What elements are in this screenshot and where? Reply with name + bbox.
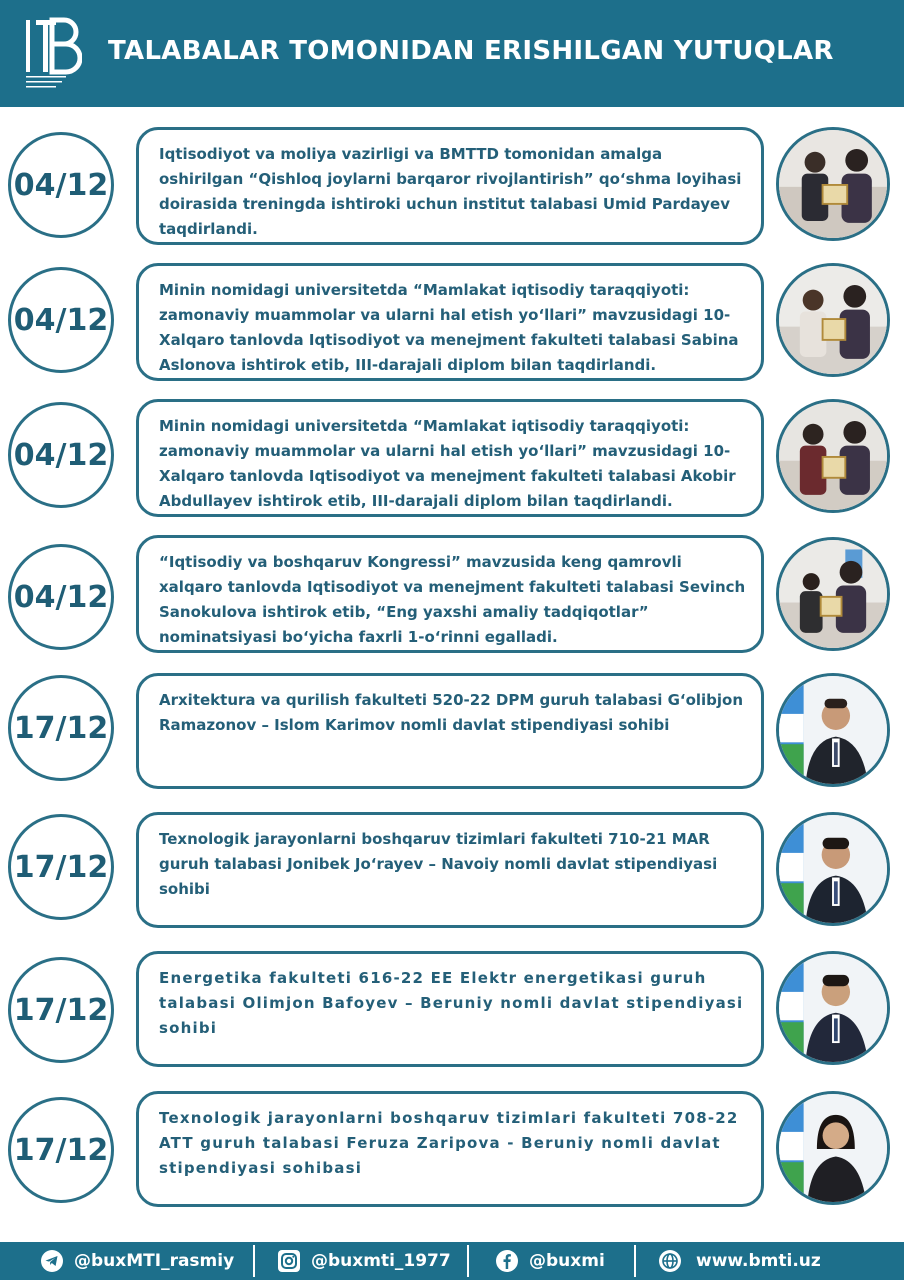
achievement-card [136,263,764,381]
date-label: 04/12 [13,167,109,203]
achievement-text: Minin nomidagi universitetda “Mamlakat iqtisodiy taraqqiyoti: zamonaviy muammolar va ularni hal etish yo‘llari” mavzusidagi 10-Xalqaro tanlovda Iqtisodiyot va menejment fakulteti talabasi Akobir Abdullayev ishtirok etib, III-darajali diplom bilan taqdirlandi. [159,417,736,510]
achievement-text: Texnologik jarayonlarni boshqaruv tizimlari fakulteti 710-21 MAR guruh talabasi Jonibek Jo‘rayev – Navoiy nomli davlat stipendiyasi sohibi [159,830,718,898]
date-badge [8,402,114,508]
date-label: 17/12 [13,710,109,746]
date-badge [8,132,114,238]
achievement-text: Energetika fakulteti 616-22 EE Elektr energetikasi guruh talabasi Olimjon Bafoyev – Beruniy nomli davlat stipendiyasi sohibi [159,969,744,1037]
date-badge [8,267,114,373]
achievement-card [136,673,764,789]
achievement-card [136,812,764,928]
date-badge [8,544,114,650]
date-badge [8,957,114,1063]
date-label: 04/12 [13,302,109,338]
website-link[interactable] [658,1242,821,1280]
award-ceremony-photo [776,537,890,651]
telegram-link[interactable] [40,1242,234,1280]
bmti-logo-icon [22,16,82,94]
header-bar [0,0,904,107]
footer-bar [0,1242,904,1280]
instagram-handle: @buxmti_1977 [311,1251,451,1271]
achievement-text: Minin nomidagi universitetda “Mamlakat iqtisodiy taraqqiyoti: zamonaviy muammolar va ularni hal etish yo‘llari” mavzusidagi 10-Xalqaro tanlovda Iqtisodiyot va menejment fakulteti talabasi Sabina Aslonova ishtirok etib, III-darajali diplom bilan taqdirlandi. [159,281,739,374]
website-url: www.bmti.uz [696,1251,821,1271]
achievement-card [136,951,764,1067]
telegram-icon [40,1249,64,1273]
footer-divider [467,1245,469,1277]
achievement-card [136,127,764,245]
date-badge [8,1097,114,1203]
achievement-card [136,1091,764,1207]
date-label: 17/12 [13,1132,109,1168]
facebook-icon [495,1249,519,1273]
footer-divider [253,1245,255,1277]
achievement-card [136,535,764,653]
date-badge [8,814,114,920]
achievement-text: Arxitektura va qurilish fakulteti 520-22 DPM guruh talabasi G‘olibjon Ramazonov – Islom Karimov nomli davlat stipendiyasi sohibi [159,691,744,734]
achievement-text: “Iqtisodiy va boshqaruv Kongressi” mavzusida keng qamrovli xalqaro tanlovda Iqtisodiyot va menejment fakulteti talabasi Sevinch Sanokulova ishtirok etib, “Eng yaxshi amaliy tadqiqotlar” nominatsiyasi bo‘yicha faxrli 1-o‘rinni egalladi. [159,553,746,646]
award-ceremony-photo [776,263,890,377]
award-ceremony-photo [776,127,890,241]
award-ceremony-photo [776,399,890,513]
student-portrait-photo [776,812,890,926]
date-label: 17/12 [13,849,109,885]
student-portrait-photo [776,1091,890,1205]
instagram-icon [277,1249,301,1273]
telegram-handle: @buxMTI_rasmiy [74,1251,235,1271]
footer-divider [634,1245,636,1277]
facebook-link[interactable] [495,1242,605,1280]
achievement-text: Iqtisodiyot va moliya vazirligi va BMTTD tomonidan amalga oshirilgan “Qishloq joylarni barqaror rivojlantirish” qo‘shma loyihasi doirasida treningda ishtiroki uchun institut talabasi Umid Pardayev taqdirlandi. [159,145,742,238]
date-label: 04/12 [13,579,109,615]
date-badge [8,675,114,781]
facebook-handle: @buxmi [529,1251,605,1271]
date-label: 17/12 [13,992,109,1028]
student-portrait-photo [776,673,890,787]
date-label: 04/12 [13,437,109,473]
globe-icon [658,1249,682,1273]
achievement-card [136,399,764,517]
instagram-link[interactable] [277,1242,451,1280]
achievement-text: Texnologik jarayonlarni boshqaruv tizimlari fakulteti 708-22 ATT guruh talabasi Feruza Zaripova - Beruniy nomli davlat stipendiyasi sohibasi [159,1109,739,1177]
page-title: TALABALAR TOMONIDAN ERISHILGAN YUTUQLAR [108,36,834,66]
student-portrait-photo [776,951,890,1065]
